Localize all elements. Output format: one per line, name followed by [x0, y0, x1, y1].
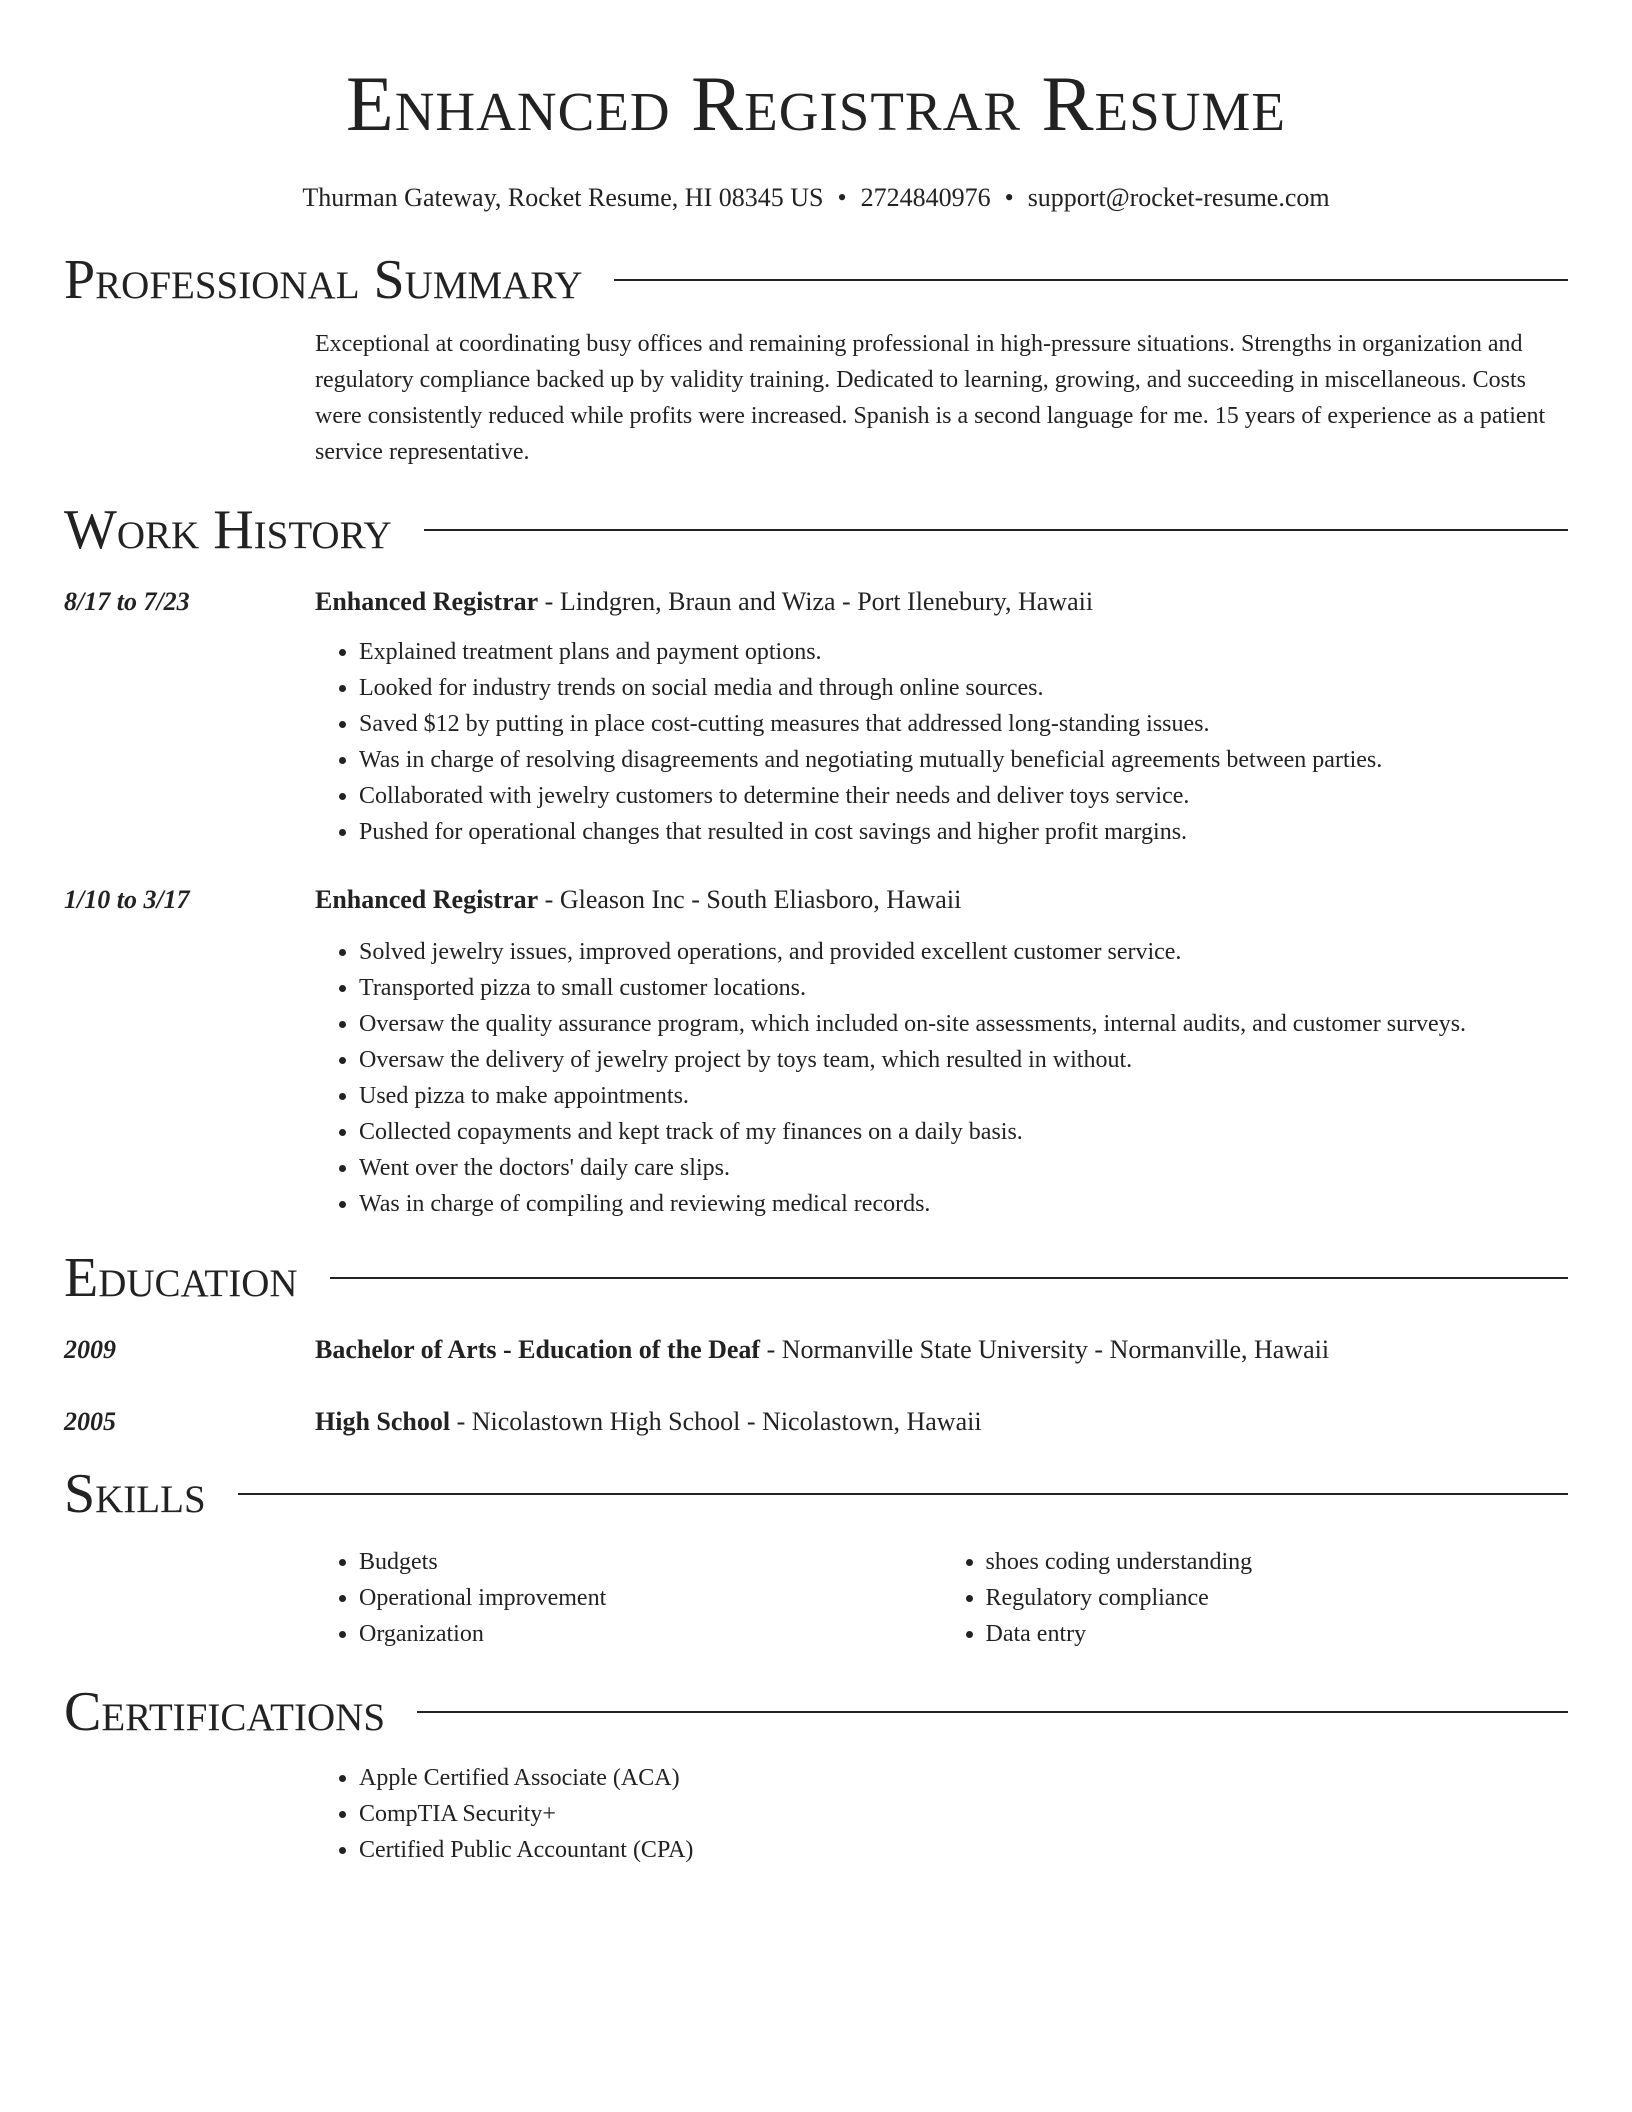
job-dates: 1/10 to 3/17: [64, 885, 190, 914]
list-item: • Regulatory compliance: [986, 1580, 1569, 1616]
list-item: • Data entry: [986, 1616, 1569, 1652]
job-entry: [64, 882, 1568, 1222]
list-item: • Went over the doctors' daily care slips.: [359, 1150, 1568, 1186]
education-year: 2009: [64, 1335, 116, 1364]
job-employer: - Gleason Inc - South Eliasboro, Hawaii: [538, 885, 962, 914]
contact-email: support@rocket-resume.com: [1027, 183, 1330, 212]
list-item: • Oversaw the quality assurance program, which included on-site assessments, internal audits, and customer surveys.: [359, 1006, 1568, 1042]
list-item: • Used pizza to make appointments.: [359, 1078, 1568, 1114]
job-heading: [315, 584, 1568, 620]
resume-page: [64, 0, 1568, 1868]
list-item: • Explained treatment plans and payment options.: [359, 634, 1568, 670]
list-item: • Was in charge of compiling and reviewing medical records.: [359, 1186, 1568, 1222]
section-divider: [238, 1493, 1568, 1495]
job-heading: [315, 882, 1568, 918]
resume-title: Enhanced Registrar Resume: [346, 60, 1286, 147]
education-section-header: [64, 1246, 1568, 1310]
list-item: • Transported pizza to small customer locations.: [359, 970, 1568, 1006]
job-role: Enhanced Registrar: [315, 587, 539, 616]
certifications-section-title: Certifications: [64, 1681, 386, 1743]
list-item: • Collaborated with jewelry customers to determine their needs and deliver toys service.: [359, 778, 1568, 814]
education-year: 2005: [64, 1407, 116, 1436]
list-item: • Operational improvement: [359, 1580, 942, 1616]
list-item: • CompTIA Security+: [359, 1796, 1568, 1832]
list-item: • Was in charge of resolving disagreements and negotiating mutually beneficial agreements between parties.: [359, 742, 1568, 778]
contact-separator: •: [1004, 183, 1014, 212]
contact-line: [64, 182, 1568, 214]
work-section-header: [64, 498, 1568, 562]
section-divider: [614, 279, 1568, 281]
skills-column-left: [315, 1544, 942, 1652]
list-item: • Collected copayments and kept track of my finances on a daily basis.: [359, 1114, 1568, 1150]
list-item: • Apple Certified Associate (ACA): [359, 1760, 1568, 1796]
education-entry: [64, 1332, 1568, 1368]
contact-separator: •: [837, 183, 847, 212]
summary-section-title: Professional Summary: [64, 249, 583, 311]
list-item: • shoes coding understanding: [986, 1544, 1569, 1580]
certifications-bullets: [315, 1760, 1568, 1868]
job-role: Enhanced Registrar: [315, 885, 539, 914]
skills-column-right: [942, 1544, 1569, 1652]
summary-section-header: [64, 248, 1568, 312]
contact-phone: 2724840976: [860, 183, 991, 212]
skills-section-title: Skills: [64, 1463, 206, 1525]
education-heading: [315, 1332, 1568, 1368]
skills-section-header: [64, 1462, 1568, 1526]
education-degree: High School: [315, 1407, 451, 1436]
job-details: [315, 882, 1568, 1222]
section-divider: [417, 1711, 1568, 1713]
section-divider: [424, 529, 1568, 531]
job-dates: 8/17 to 7/23: [64, 587, 190, 616]
job-details: [315, 584, 1568, 850]
skills-list: [315, 1544, 1568, 1652]
education-heading: [315, 1404, 1568, 1440]
job-entry: [64, 584, 1568, 850]
summary-text: Exceptional at coordinating busy offices and remaining professional in high-pressure situations. Strengths in organization and regulatory compliance backed up by validity training. Dedicated to learning, growing, and succeeding in miscellaneous. Costs were consistently reduced while profits were increased. Spanish is a second language for me. 15 years of experience as a patient service representative.: [315, 331, 1546, 465]
education-school: - Nicolastown High School - Nicolastown, Hawaii: [450, 1407, 982, 1436]
work-section-title: Work History: [64, 499, 392, 561]
list-item: • Looked for industry trends on social media and through online sources.: [359, 670, 1568, 706]
list-item: • Organization: [359, 1616, 942, 1652]
section-divider: [330, 1277, 1568, 1279]
job-bullets: [315, 634, 1568, 850]
certifications-section-header: [64, 1680, 1568, 1744]
list-item: • Solved jewelry issues, improved operations, and provided excellent customer service.: [359, 934, 1568, 970]
job-employer: - Lindgren, Braun and Wiza - Port Ilenebury, Hawaii: [538, 587, 1094, 616]
list-item: • Budgets: [359, 1544, 942, 1580]
list-item: • Pushed for operational changes that resulted in cost savings and higher profit margins.: [359, 814, 1568, 850]
list-item: • Oversaw the delivery of jewelry project by toys team, which resulted in without.: [359, 1042, 1568, 1078]
contact-address: Thurman Gateway, Rocket Resume, HI 08345 US: [302, 183, 824, 212]
education-entry: [64, 1404, 1568, 1440]
job-bullets: [315, 934, 1568, 1222]
education-section-title: Education: [64, 1247, 298, 1309]
certifications-list: [315, 1760, 1568, 1868]
education-school: - Normanville State University - Normanville, Hawaii: [760, 1335, 1330, 1364]
list-item: • Certified Public Accountant (CPA): [359, 1832, 1568, 1868]
list-item: • Saved $12 by putting in place cost-cutting measures that addressed long-standing issues.: [359, 706, 1568, 742]
education-degree: Bachelor of Arts - Education of the Deaf: [315, 1335, 761, 1364]
